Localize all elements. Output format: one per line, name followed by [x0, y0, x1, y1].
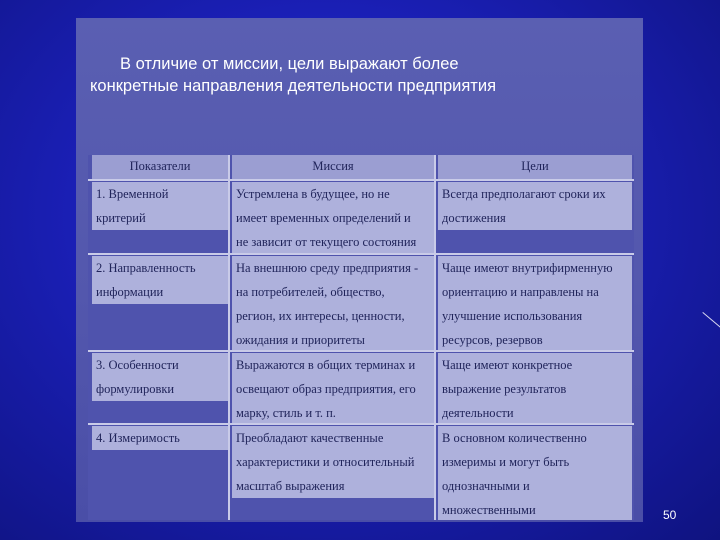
- table-cell-line: ожидания и приоритеты: [232, 328, 434, 352]
- table-cell-line: освещают образ предприятия, его: [232, 377, 434, 401]
- table-cell-line: критерий: [92, 206, 228, 230]
- page-number: 50: [663, 508, 677, 522]
- table-cell-line: характеристики и относительный: [232, 450, 434, 474]
- table-cell-line: однозначными и: [438, 474, 632, 498]
- row4-mission: [232, 426, 434, 498]
- row1-indicator: [92, 182, 228, 230]
- slide-title: [90, 53, 610, 97]
- table-cell-line: Выражаются в общих терминах и: [232, 353, 434, 377]
- table-cell-line: Чаще имеют конкретное: [438, 353, 632, 377]
- table-cell-line: достижения: [438, 206, 632, 230]
- table-cell-line: не зависит от текущего состояния: [232, 230, 434, 254]
- header-indicators: Показатели: [92, 155, 228, 179]
- row2-goals: [438, 256, 632, 352]
- table-cell-line: 1. Временной: [92, 182, 228, 206]
- table-cell-line: Устремлена в будущее, но не: [232, 182, 434, 206]
- header-goals: Цели: [438, 155, 632, 179]
- row4-indicator: [92, 426, 228, 450]
- row2-indicator: [92, 256, 228, 304]
- table-cell-line: ориентацию и направлены на: [438, 280, 632, 304]
- table-cell-line: 4. Измеримость: [92, 426, 228, 450]
- table-cell-line: формулировки: [92, 377, 228, 401]
- row1-goals: [438, 182, 632, 230]
- table-column-divider: [228, 155, 230, 520]
- table-cell-line: 3. Особенности: [92, 353, 228, 377]
- table-cell-line: измеримы и могут быть: [438, 450, 632, 474]
- table-cell-line: имеет временных определений и: [232, 206, 434, 230]
- table-cell-line: деятельности: [438, 401, 632, 425]
- row3-indicator: [92, 353, 228, 401]
- table-cell-line: Чаще имеют внутрифирменную: [438, 256, 632, 280]
- table-column-divider: [434, 155, 436, 520]
- table-row-divider: [88, 179, 634, 181]
- table-cell-line: информации: [92, 280, 228, 304]
- row1-mission: [232, 182, 434, 254]
- table-cell-line: Всегда предполагают сроки их: [438, 182, 632, 206]
- header-mission: Миссия: [232, 155, 434, 179]
- table-cell-line: на потребителей, общество,: [232, 280, 434, 304]
- table-cell-line: улучшение использования: [438, 304, 632, 328]
- row3-mission: [232, 353, 434, 425]
- table-cell-line: 2. Направленность: [92, 256, 228, 280]
- title-line-2: конкретные направления деятельности предприятия: [90, 77, 497, 95]
- decorative-line: [702, 312, 720, 338]
- table-cell-line: Преобладают качественные: [232, 426, 434, 450]
- table-cell-line: масштаб выражения: [232, 474, 434, 498]
- table-row-divider: [88, 350, 634, 352]
- table-cell-line: В основном количественно: [438, 426, 632, 450]
- table-cell-line: марку, стиль и т. п.: [232, 401, 434, 425]
- table-cell-line: множественными: [438, 498, 632, 520]
- table-cell-line: На внешнюю среду предприятия -: [232, 256, 434, 280]
- table-cell-line: ресурсов, резервов: [438, 328, 632, 352]
- title-line-1: В отличие от миссии, цели выражают более: [120, 55, 459, 73]
- row4-goals: [438, 426, 632, 520]
- row3-goals: [438, 353, 632, 425]
- row2-mission: [232, 256, 434, 352]
- table-cell-line: выражение результатов: [438, 377, 632, 401]
- table-row-divider: [88, 423, 634, 425]
- table-row-divider: [88, 253, 634, 255]
- comparison-table: [88, 155, 634, 520]
- table-cell-line: регион, их интересы, ценности,: [232, 304, 434, 328]
